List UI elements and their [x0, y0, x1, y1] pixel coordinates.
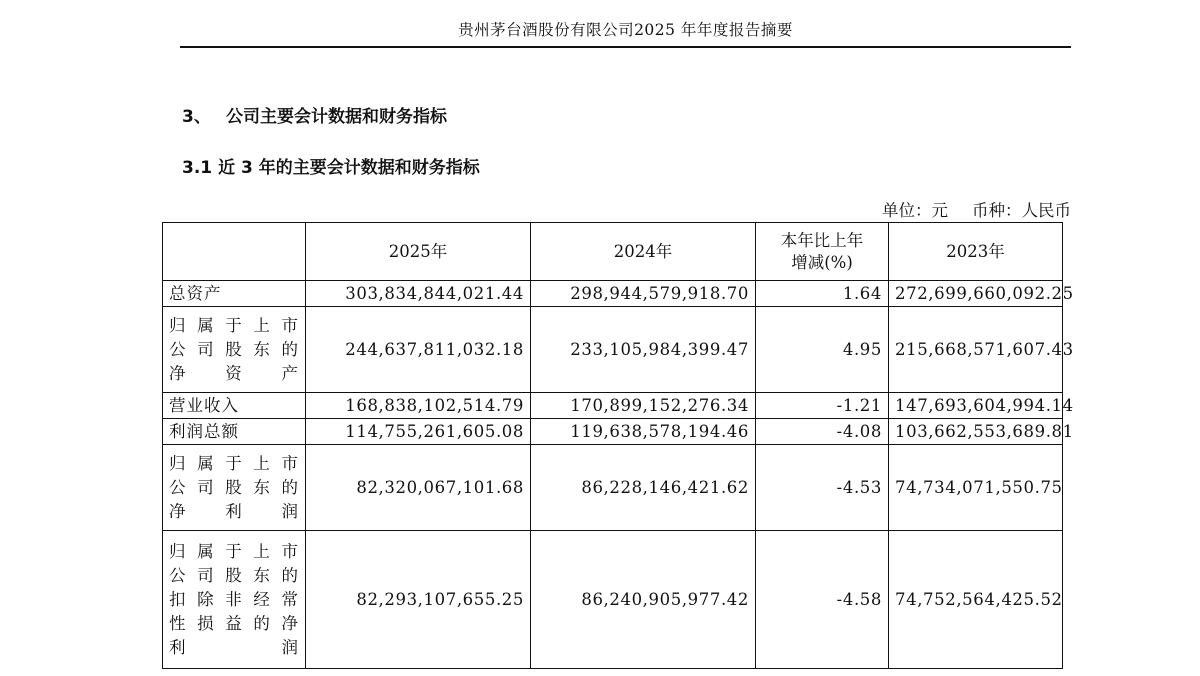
value-2025: 303,834,844,021.44 — [306, 281, 531, 307]
value-2023: 74,734,071,550.75 — [889, 445, 1063, 531]
value-2023: 272,699,660,092.25 — [889, 281, 1063, 307]
row-label-line: 公司股东的 — [169, 339, 299, 359]
table-row — [163, 307, 1063, 393]
table-row — [163, 393, 1063, 419]
value-2025: 82,320,067,101.68 — [306, 445, 531, 531]
row-label — [163, 307, 306, 393]
table-header-row — [163, 223, 1063, 281]
value-2024: 119,638,578,194.46 — [531, 419, 756, 445]
unit-note — [882, 197, 1071, 221]
header-2025: 2025年 — [306, 223, 531, 281]
value-2025: 114,755,261,605.08 — [306, 419, 531, 445]
financial-indicators-table — [162, 222, 1074, 669]
value-change: -4.53 — [756, 445, 889, 531]
header-2024: 2024年 — [531, 223, 756, 281]
header-2023: 2023年 — [889, 223, 1063, 281]
row-label-line: 利润 — [169, 637, 299, 657]
row-label-line: 扣除非经常 — [169, 589, 299, 609]
header-change-line1: 本年比上年 — [780, 230, 864, 250]
section-title: 公司主要会计数据和财务指标 — [226, 107, 447, 127]
table-row — [163, 445, 1063, 531]
value-2023: 215,668,571,607.43 — [889, 307, 1063, 393]
value-change: 4.95 — [756, 307, 889, 393]
value-2023: 103,662,553,689.81 — [889, 419, 1063, 445]
running-header: 贵州茅台酒股份有限公司2025 年年度报告摘要 — [458, 21, 793, 39]
row-label-line: 总资产 — [169, 283, 222, 303]
row-label-line: 利润总额 — [169, 421, 239, 441]
row-label-line: 净资产 — [169, 363, 299, 383]
row-label-line: 公司股东的 — [169, 565, 299, 585]
row-label-line: 归属于上市 — [169, 541, 299, 561]
row-label-line: 性损益的净 — [169, 613, 299, 633]
row-label — [163, 281, 306, 307]
subsection-heading — [182, 153, 480, 178]
value-change: -4.58 — [756, 531, 889, 669]
header-item — [163, 223, 306, 281]
section-number: 3、 — [182, 107, 211, 127]
value-2024: 233,105,984,399.47 — [531, 307, 756, 393]
header-rule — [180, 46, 1071, 48]
value-change: -4.08 — [756, 419, 889, 445]
value-2025: 82,293,107,655.25 — [306, 531, 531, 669]
header-change — [756, 223, 889, 281]
row-label — [163, 445, 306, 531]
value-2024: 170,899,152,276.34 — [531, 393, 756, 419]
row-label — [163, 393, 306, 419]
table-row — [163, 281, 1063, 307]
value-2023: 74,752,564,425.52 — [889, 531, 1063, 669]
row-label-line: 净利润 — [169, 501, 299, 521]
value-2024: 86,240,905,977.42 — [531, 531, 756, 669]
subsection-number: 3.1 — [182, 158, 213, 178]
currency-label: 币种：人民币 — [972, 201, 1071, 220]
row-label — [163, 531, 306, 669]
value-2024: 86,228,146,421.62 — [531, 445, 756, 531]
table-row — [163, 531, 1063, 669]
row-label-line: 公司股东的 — [169, 477, 299, 497]
value-change: 1.64 — [756, 281, 889, 307]
header-change-line2: 增减(%) — [791, 252, 853, 272]
table-row — [163, 419, 1063, 445]
unit-label: 单位：元 — [882, 201, 948, 220]
value-change: -1.21 — [756, 393, 889, 419]
value-2024: 298,944,579,918.70 — [531, 281, 756, 307]
value-2025: 244,637,811,032.18 — [306, 307, 531, 393]
row-label-line: 营业收入 — [169, 395, 239, 415]
row-label — [163, 419, 306, 445]
section-heading — [182, 102, 447, 127]
subsection-title: 近 3 年的主要会计数据和财务指标 — [218, 158, 480, 178]
value-2025: 168,838,102,514.79 — [306, 393, 531, 419]
row-label-line: 归属于上市 — [169, 315, 299, 335]
value-2023: 147,693,604,994.14 — [889, 393, 1063, 419]
row-label-line: 归属于上市 — [169, 453, 299, 473]
